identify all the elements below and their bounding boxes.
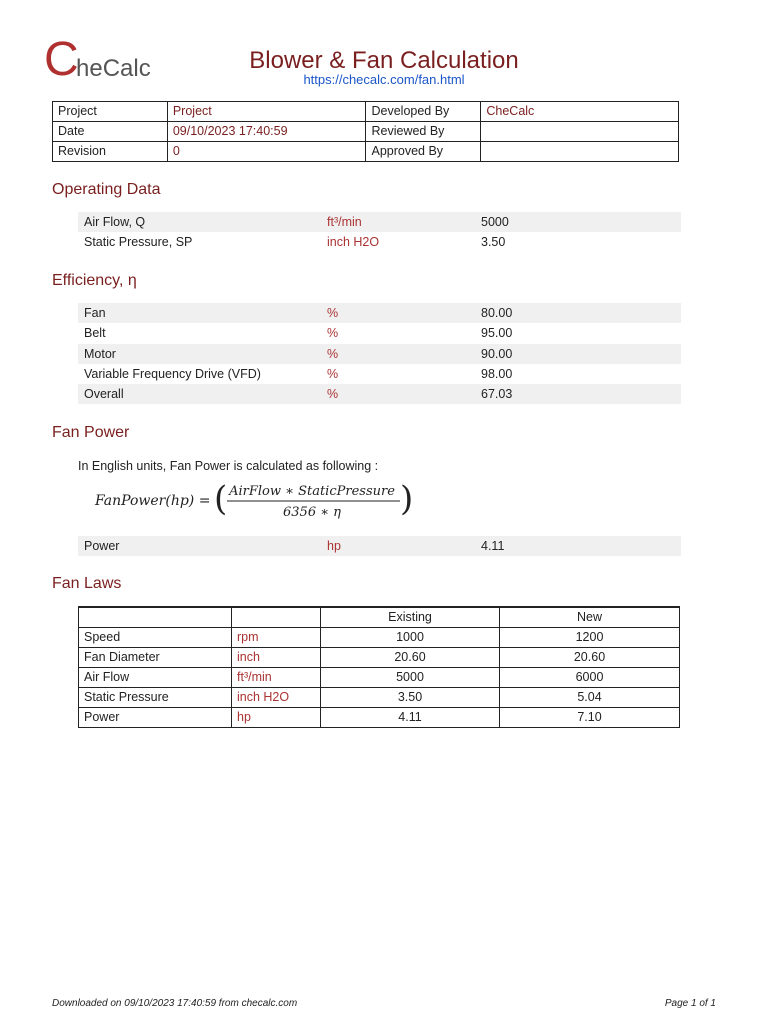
- row-value: 80.00: [481, 306, 513, 320]
- project-info-table: [52, 101, 679, 162]
- table-header-row: [79, 607, 680, 628]
- row-label: Fan Diameter: [79, 648, 232, 668]
- new-value: 20.60: [500, 648, 680, 668]
- row-unit: %: [327, 387, 339, 402]
- table-row: [79, 688, 680, 708]
- row-label: Power: [84, 539, 120, 553]
- row-unit: ft³/min: [232, 668, 321, 688]
- existing-value: 1000: [321, 628, 500, 648]
- page-title: Blower & Fan Calculation: [249, 47, 519, 74]
- developed-by-value: CheCalc: [481, 102, 679, 122]
- reviewed-by-value: [481, 122, 679, 142]
- row-unit: %: [327, 326, 339, 341]
- row-unit: rpm: [232, 628, 321, 648]
- table-row: [79, 648, 680, 668]
- approved-by-value: [481, 142, 679, 162]
- row-label: Air Flow, Q: [84, 215, 146, 229]
- list-item: [78, 536, 681, 556]
- fan-power-list: [78, 536, 681, 556]
- page-number: Page 1 of 1: [664, 998, 716, 1009]
- row-label: Static Pressure: [79, 688, 232, 708]
- row-label: Fan: [84, 306, 106, 320]
- row-value: 67.03: [481, 387, 513, 402]
- fan-power-heading: Fan Power: [52, 424, 130, 441]
- list-item: [78, 384, 681, 404]
- row-label: Motor: [84, 346, 116, 361]
- row-unit: inch H2O: [232, 688, 321, 708]
- new-value: 5.04: [500, 688, 680, 708]
- row-unit: hp: [232, 708, 321, 728]
- efficiency-heading: Efficiency, η: [52, 272, 137, 289]
- row-unit: %: [327, 346, 339, 361]
- developed-by-label: Developed By: [366, 102, 481, 122]
- info-row: [53, 142, 679, 162]
- formula-right-paren: ): [400, 480, 414, 519]
- list-item: [78, 212, 681, 232]
- page-url-link[interactable]: https://checalc.com/fan.html: [303, 72, 465, 87]
- date-value: 09/10/2023 17:40:59: [167, 122, 366, 142]
- table-row: [79, 628, 680, 648]
- list-item: [78, 344, 681, 364]
- row-label: Air Flow: [79, 668, 232, 688]
- row-value: 3.50: [481, 235, 506, 250]
- formula-lhs: FanPower(hp) =: [95, 493, 211, 509]
- logo-letter-c: C: [44, 33, 79, 86]
- fan-laws-table: [78, 606, 680, 728]
- reviewed-by-label: Reviewed By: [366, 122, 481, 142]
- row-unit: hp: [327, 539, 341, 553]
- project-label: Project: [53, 102, 168, 122]
- existing-value: 4.11: [321, 708, 500, 728]
- column-header: [79, 607, 232, 628]
- row-label: Static Pressure, SP: [84, 235, 193, 250]
- row-label: Overall: [84, 387, 124, 402]
- existing-value: 3.50: [321, 688, 500, 708]
- fan-power-formula: [90, 480, 420, 524]
- row-value: 4.11: [481, 539, 505, 553]
- revision-label: Revision: [53, 142, 168, 162]
- formula-denominator: 6356 ∗ η: [283, 505, 341, 520]
- operating-data-list: [78, 212, 681, 253]
- date-label: Date: [53, 122, 168, 142]
- list-item: [78, 364, 681, 384]
- row-value: 90.00: [481, 346, 513, 361]
- table-row: [79, 668, 680, 688]
- info-row: [53, 102, 679, 122]
- row-label: Power: [79, 708, 232, 728]
- row-unit: %: [327, 306, 339, 320]
- revision-value: 0: [167, 142, 366, 162]
- list-item: [78, 323, 681, 343]
- efficiency-list: [78, 303, 681, 404]
- row-label: Belt: [84, 326, 106, 341]
- row-label: Speed: [79, 628, 232, 648]
- logo-text: heCalc: [76, 55, 151, 82]
- info-row: [53, 122, 679, 142]
- row-unit: ft³/min: [327, 215, 362, 229]
- fan-power-note: In English units, Fan Power is calculated as following :: [78, 459, 379, 473]
- column-header-new: New: [500, 607, 680, 628]
- row-unit: inch: [232, 648, 321, 668]
- existing-value: 20.60: [321, 648, 500, 668]
- new-value: 6000: [500, 668, 680, 688]
- list-item: [78, 232, 681, 252]
- project-value: Project: [167, 102, 366, 122]
- row-unit: %: [327, 366, 339, 381]
- download-footer: Downloaded on 09/10/2023 17:40:59 from checalc.com: [52, 998, 298, 1009]
- table-row: [79, 708, 680, 728]
- row-value: 5000: [481, 215, 509, 229]
- row-value: 98.00: [481, 366, 513, 381]
- row-label: Variable Frequency Drive (VFD): [84, 366, 261, 381]
- fan-laws-heading: Fan Laws: [52, 575, 122, 592]
- formula-left-paren: (: [214, 480, 228, 519]
- operating-data-heading: Operating Data: [52, 181, 161, 198]
- row-unit: inch H2O: [327, 235, 380, 250]
- formula-numerator: AirFlow ∗ StaticPressure: [229, 484, 395, 499]
- column-header: [232, 607, 321, 628]
- existing-value: 5000: [321, 668, 500, 688]
- list-item: [78, 303, 681, 323]
- new-value: 1200: [500, 628, 680, 648]
- column-header-existing: Existing: [321, 607, 500, 628]
- row-value: 95.00: [481, 326, 513, 341]
- approved-by-label: Approved By: [366, 142, 481, 162]
- new-value: 7.10: [500, 708, 680, 728]
